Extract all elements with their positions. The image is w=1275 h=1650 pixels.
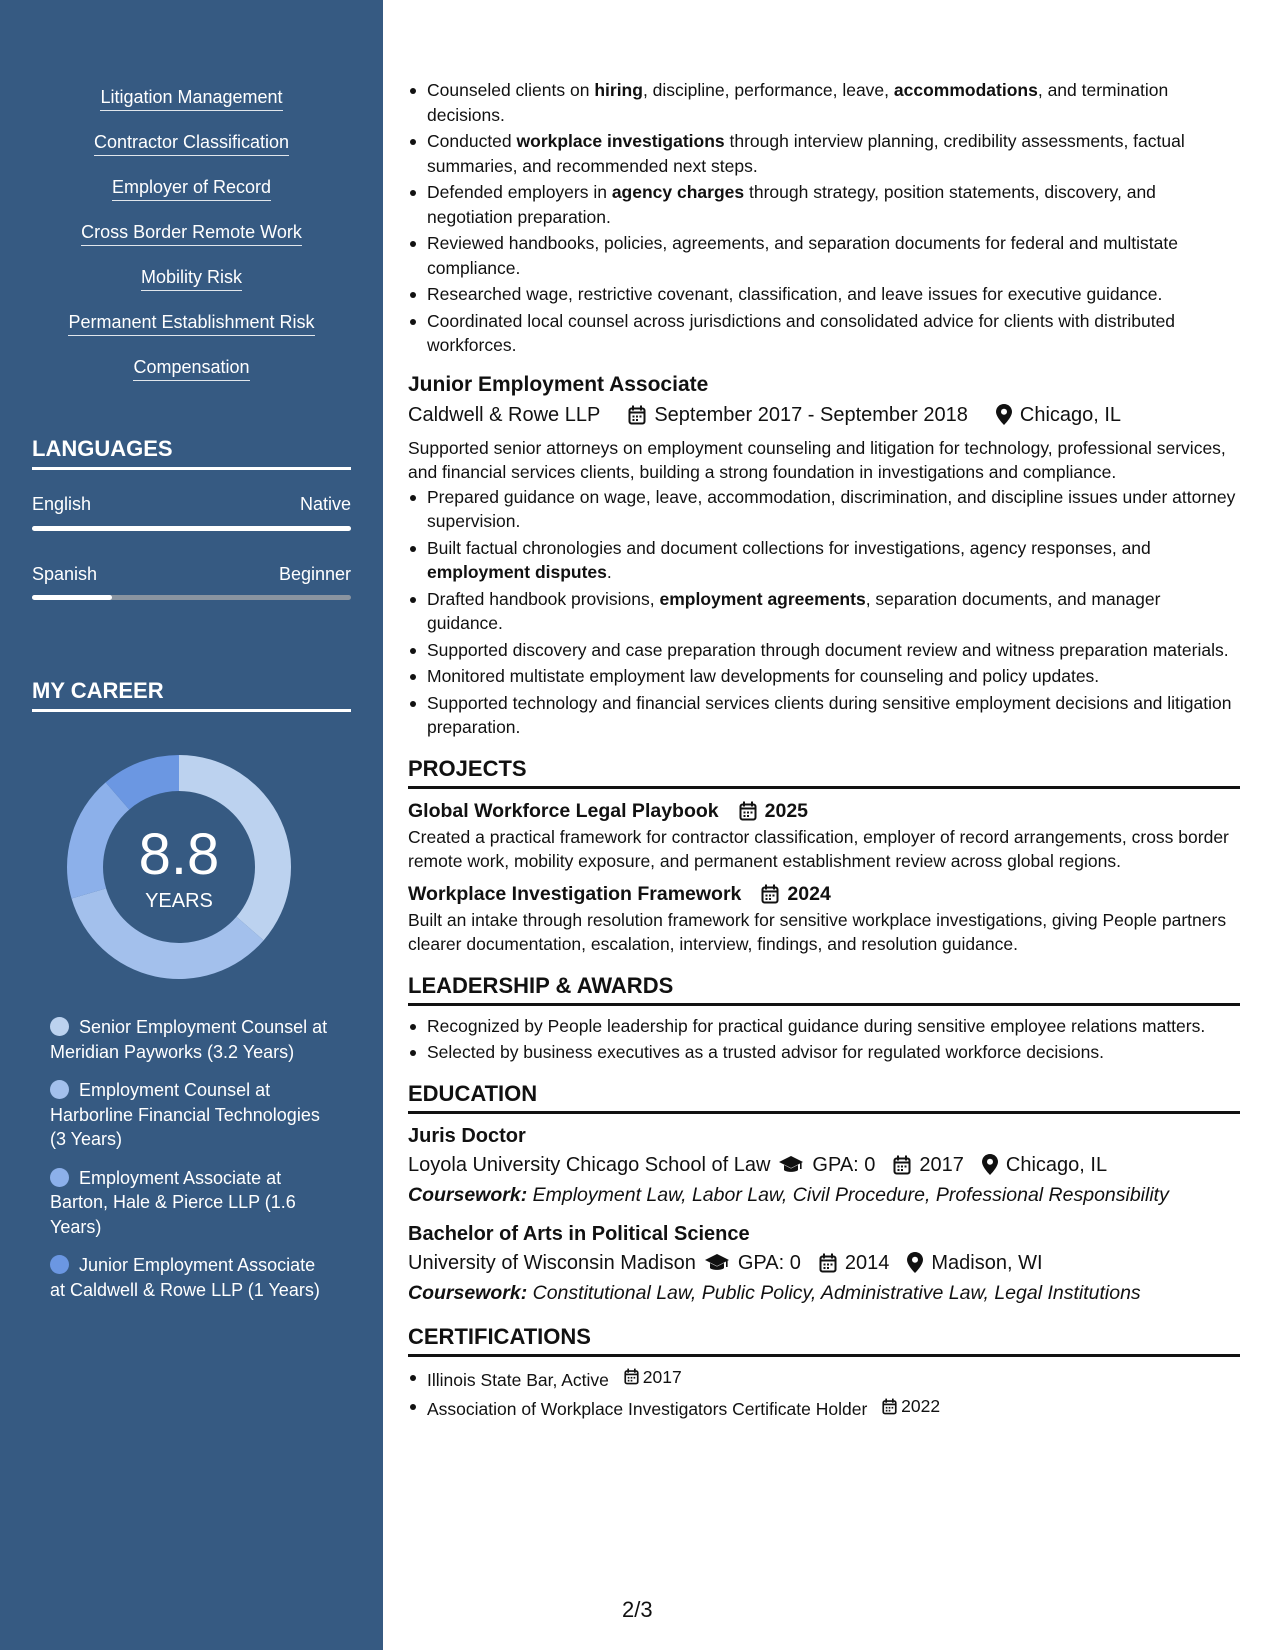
education-meta (408, 1150, 1240, 1180)
bullet-text: . (606, 562, 612, 582)
location-pin-icon (996, 404, 1012, 425)
bullet-text: Monitored multistate employment law developments for counseling and policy updates. (427, 666, 1100, 686)
certification-year: 2022 (901, 1395, 941, 1416)
skill-item[interactable]: Mobility Risk (141, 266, 242, 291)
company-name: Caldwell & Rowe LLP (408, 403, 601, 426)
project-description: Created a practical framework for contractor classification, employer of record arrangements, cross border remote work, mobility exposure, and permanent establishment review across global regions. (408, 826, 1229, 871)
degree-title: Bachelor of Arts in Political Science (408, 1222, 750, 1245)
main-content (408, 78, 1240, 1423)
leadership-item: Recognized by People leadership for practical guidance during sensitive employee relations matters. (408, 1014, 1240, 1039)
legend-dot (50, 1080, 69, 1099)
bullet-bold-text: employment disputes (427, 562, 607, 582)
bullet-text: , discipline, performance, leave, (642, 80, 894, 100)
job-meta (408, 400, 1240, 430)
calendar-icon (624, 1368, 639, 1385)
career-legend-item (50, 1253, 330, 1302)
bullet-text: Prepared guidance on wage, leave, accommodation, discrimination, and discipline issues under attorney supervision. (427, 486, 1236, 531)
bullet-text: Conducted (427, 131, 517, 151)
career-legend-label: Senior Employment Counsel at Meridian Payworks (3.2 Years) (50, 1017, 328, 1062)
project-description: Built an intake through resolution framework for sensitive workplace investigations, giving People partners clearer documentation, escalation, interview, findings, and resolution guidance. (408, 909, 1227, 954)
bullet-bold-text: agency charges (611, 182, 745, 202)
bullet-text: Counseled clients on (427, 80, 595, 100)
calendar-icon (739, 801, 757, 821)
skill-item[interactable]: Employer of Record (112, 176, 271, 201)
bullet-bold-text: accommodations (893, 80, 1038, 100)
career-legend-item (50, 1078, 330, 1152)
project-title (408, 797, 1240, 825)
bullet-item (408, 282, 1240, 307)
degree-title: Juris Doctor (408, 1124, 526, 1147)
education-heading: EDUCATION (408, 1079, 1240, 1114)
career-legend-item (50, 1015, 330, 1064)
projects-heading: PROJECTS (408, 754, 1240, 789)
language-level: Native (299, 494, 351, 514)
bullet-bold-text: workplace investigations (516, 131, 725, 151)
coursework-list: Constitutional Law, Public Policy, Administrative Law, Legal Institutions (532, 1281, 1141, 1304)
career-legend-label: Employment Associate at Barton, Hale & Pierce LLP (1.6 Years) (50, 1167, 296, 1237)
bullet-item (408, 309, 1240, 358)
job-summary: Supported senior attorneys on employment counseling and litigation for technology, professional services, and financial services clients, building a strong foundation in investigations and compliance. (408, 437, 1226, 482)
bullet-item (408, 129, 1240, 178)
page-number: 2/3 (622, 1597, 653, 1622)
legend-dot (50, 1168, 69, 1187)
graduation-year: 2014 (844, 1251, 890, 1274)
job-location: Chicago, IL (1019, 403, 1122, 426)
leadership-heading: LEADERSHIP & AWARDS (408, 971, 1240, 1006)
gpa: GPA: 0 (737, 1251, 801, 1274)
language-level: Beginner (278, 564, 351, 584)
project-year: 2024 (787, 882, 831, 905)
certification-item (408, 1365, 1240, 1392)
school-location: Madison, WI (931, 1251, 1043, 1274)
bullet-item (408, 691, 1240, 740)
calendar-icon (761, 884, 779, 904)
bullet-item (408, 485, 1240, 534)
certifications-list (408, 1365, 1240, 1422)
coursework (408, 1278, 1240, 1308)
project-title (408, 880, 1240, 908)
bullet-bold-text: employment agreements (659, 588, 866, 609)
donut-segment (67, 782, 129, 898)
bullet-text: , separation documents, and manager guidance. (427, 588, 1161, 633)
bullet-text: Supported discovery and case preparation through document review and witness preparation materials. (427, 639, 1229, 660)
legend-dot (50, 1017, 69, 1036)
location-pin-icon (982, 1154, 998, 1175)
calendar-icon (893, 1155, 911, 1175)
calendar-icon (819, 1253, 837, 1273)
previous-job-bullets (408, 78, 1240, 358)
skill-item[interactable]: Contractor Classification (94, 131, 289, 156)
language-bar-english (32, 526, 351, 531)
languages-heading: LANGUAGES (32, 436, 351, 470)
certifications-heading: CERTIFICATIONS (408, 1322, 1240, 1357)
bullet-item (408, 587, 1240, 636)
project-year: 2025 (764, 799, 809, 822)
bullet-text: through strategy, position statements, discovery, and negotiation preparation. (427, 182, 1156, 227)
bullet-item (408, 78, 1240, 127)
graduation-year: 2017 (919, 1153, 964, 1176)
bullet-item (408, 180, 1240, 229)
bullet-text: Defended employers in (427, 182, 612, 202)
bullet-text: through interview planning, credibility assessments, factual summaries, and recommended next steps. (427, 131, 1185, 176)
job-bullets (408, 485, 1240, 740)
career-legend-label: Employment Counsel at Harborline Financial Technologies (3 Years) (50, 1080, 320, 1149)
coursework-list: Employment Law, Labor Law, Civil Procedure, Professional Responsibility (532, 1183, 1169, 1206)
language-bar-fill (32, 595, 112, 600)
job-title: Junior Employment Associate (408, 372, 709, 396)
location-pin-icon (907, 1252, 923, 1273)
skills-list (0, 86, 383, 401)
language-name: English (32, 494, 92, 514)
bullet-text: Supported technology and financial services clients during sensitive employment decisions and litigation preparation. (427, 692, 1232, 737)
bullet-item (408, 536, 1240, 585)
education-meta (408, 1248, 1240, 1278)
certification-name: Illinois State Bar, Active (427, 1369, 609, 1390)
bullet-item (408, 664, 1240, 689)
bullet-text: Built factual chronologies and document collections for investigations, agency responses, and (427, 537, 1151, 558)
project-name: Global Workforce Legal Playbook (408, 799, 719, 822)
leadership-list (408, 1014, 1240, 1065)
coursework-label: Coursework: (408, 1183, 528, 1206)
bullet-bold-text: hiring (594, 80, 643, 100)
language-row-spanish (32, 564, 351, 585)
language-name: Spanish (32, 564, 98, 584)
leadership-item: Selected by business executives as a trusted advisor for regulated workforce decisions. (408, 1040, 1240, 1065)
skill-item[interactable]: Cross Border Remote Work (81, 221, 302, 246)
career-heading: MY CAREER (32, 678, 351, 712)
project-name: Workplace Investigation Framework (408, 882, 742, 905)
skill-item[interactable]: Compensation (133, 356, 249, 381)
certification-year: 2017 (642, 1366, 682, 1387)
bullet-item (408, 638, 1240, 663)
career-legend-item (50, 1166, 330, 1240)
coursework-label: Coursework: (408, 1281, 528, 1304)
legend-dot (50, 1255, 69, 1274)
sidebar (0, 0, 383, 1650)
graduation-cap-icon (704, 1253, 730, 1273)
certification-name: Association of Workplace Investigators Certificate Holder (427, 1398, 868, 1419)
bullet-text: Reviewed handbooks, policies, agreements, and separation documents for federal and multistate compliance. (427, 233, 1178, 278)
job-dates: September 2017 - September 2018 (654, 403, 968, 426)
language-bar-fill (32, 526, 351, 531)
gpa: GPA: 0 (812, 1153, 876, 1176)
career-donut-chart (66, 754, 292, 980)
language-row-english (32, 494, 351, 515)
bullet-item (408, 231, 1240, 280)
certification-item (408, 1394, 1240, 1421)
bullet-text: Drafted handbook provisions, (427, 588, 660, 609)
calendar-icon (882, 1398, 897, 1415)
bullet-text: Coordinated local counsel across jurisdictions and consolidated advice for clients with distributed workforces. (427, 310, 1176, 355)
bullet-text: Researched wage, restrictive covenant, classification, and leave issues for executive guidance. (427, 284, 1163, 304)
calendar-icon (628, 405, 646, 425)
skill-item[interactable]: Permanent Establishment Risk (68, 311, 314, 336)
school-name: Loyola University Chicago School of Law (408, 1153, 771, 1176)
skill-item[interactable]: Litigation Management (100, 86, 282, 111)
school-location: Chicago, IL (1005, 1153, 1108, 1176)
career-total: 8.8 (138, 822, 220, 887)
career-legend-label: Junior Employment Associate at Caldwell & Rowe LLP (1 Years) (50, 1255, 320, 1300)
graduation-cap-icon (778, 1155, 804, 1175)
coursework (408, 1180, 1240, 1210)
bullet-text: , and termination decisions. (427, 80, 1169, 125)
school-name: University of Wisconsin Madison (408, 1251, 696, 1274)
career-unit: YEARS (145, 890, 213, 912)
language-bar-spanish (32, 595, 351, 600)
career-legend (50, 1015, 330, 1316)
